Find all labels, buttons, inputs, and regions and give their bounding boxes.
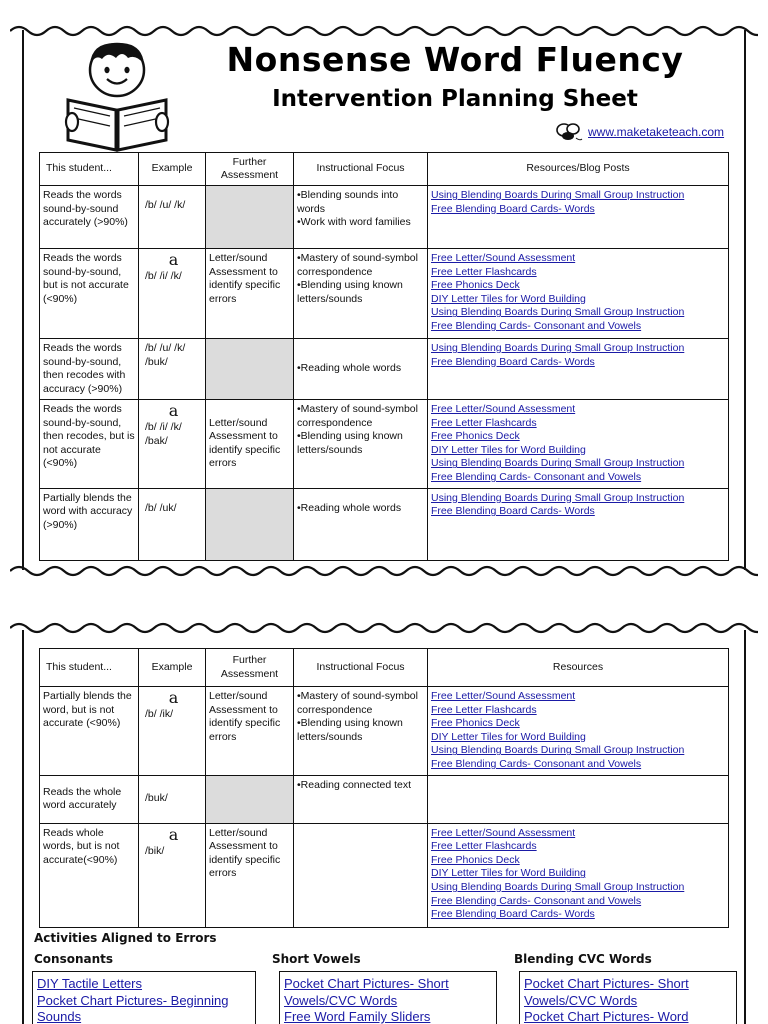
assessment-cell: Letter/sound Assessment to identify specific errors — [206, 249, 294, 339]
focus-cell: •Reading whole words — [294, 488, 428, 560]
resource-link[interactable]: Free Letter/Sound Assessment — [431, 252, 576, 264]
focus-cell: •Mastery of sound-symbol correspondence •Blending using known letters/sounds — [294, 687, 428, 776]
category-heading: Consonants — [34, 952, 114, 966]
column-header: Instructional Focus — [294, 649, 428, 687]
vowel-glyph: a — [168, 401, 179, 420]
resource-link[interactable]: Free Phonics Deck — [431, 430, 520, 443]
resource-link[interactable]: Using Blending Boards During Small Group Instruction — [431, 457, 685, 470]
vowel-glyph: a — [168, 688, 179, 707]
student-cell: Reads the words sound-by-sound, then recodes with accuracy (>90%) — [40, 339, 139, 400]
column-header: Example — [139, 153, 206, 186]
column-header: Resources/Blog Posts — [428, 153, 729, 186]
resource-link[interactable]: Free Letter Flashcards — [431, 265, 537, 278]
example-cell — [139, 687, 206, 776]
resource-link[interactable]: Using Blending Boards During Small Group Instruction — [431, 744, 685, 757]
resource-link[interactable]: Using Blending Boards During Small Group Instruction — [431, 189, 685, 201]
student-cell: Reads the words sound-by-sound accurately (>90%) — [40, 186, 139, 249]
focus-cell: •Reading whole words — [294, 339, 428, 400]
page-subtitle: Intervention Planning Sheet — [272, 86, 638, 112]
activity-box — [519, 971, 737, 1024]
column-header: This student... — [40, 649, 139, 687]
resource-link[interactable]: Free Blending Board Cards- Words — [431, 202, 595, 215]
table-row — [40, 186, 729, 249]
resource-link[interactable]: DIY Letter Tiles for Word Building — [431, 730, 586, 743]
table-row — [40, 339, 729, 400]
resource-link[interactable]: Free Letter Flashcards — [431, 416, 537, 429]
table-header-row — [40, 153, 729, 186]
page-title: Nonsense Word Fluency — [226, 40, 684, 79]
child-reading-icon — [58, 34, 176, 152]
resource-link[interactable]: DIY Letter Tiles for Word Building — [431, 867, 586, 880]
table-row — [40, 687, 729, 776]
example-cell — [139, 249, 206, 339]
example-text: /bik/ — [145, 844, 165, 857]
column-header: Further Assessment — [206, 153, 294, 186]
resource-link[interactable]: Free Letter/Sound Assessment — [431, 826, 576, 839]
assessment-cell — [206, 339, 294, 400]
example-cell — [139, 823, 206, 927]
resources-cell — [428, 339, 729, 400]
activity-box — [279, 971, 497, 1024]
resource-link[interactable]: Using Blending Boards During Small Group Instruction — [431, 491, 685, 504]
resource-link[interactable]: Free Blending Cards- Consonant and Vowels — [431, 470, 642, 483]
table-row — [40, 488, 729, 560]
example-text: /b/ /ik/ — [145, 708, 174, 720]
example-cell — [139, 400, 206, 489]
student-cell: Reads whole words, but is not accurate(<90%) — [40, 823, 139, 927]
resource-link[interactable]: Free Letter Flashcards — [431, 840, 537, 853]
website-link[interactable]: www.maketaketeach.com — [588, 125, 725, 139]
student-cell: Partially blends the word, but is not accurate (<90%) — [40, 687, 139, 776]
category-heading: Blending CVC Words — [514, 952, 652, 966]
resources-cell — [428, 687, 729, 776]
resource-link[interactable]: Free Blending Cards- Consonant and Vowels — [431, 894, 642, 907]
activity-link[interactable]: Pocket Chart Pictures- Short Vowels/CVC Words — [284, 976, 449, 1008]
resource-link[interactable]: Free Blending Cards- Consonant and Vowels — [431, 757, 642, 770]
focus-cell — [294, 823, 428, 927]
resource-link[interactable]: Free Letter/Sound Assessment — [431, 690, 576, 702]
assessment-cell: Letter/sound Assessment to identify specific errors — [206, 687, 294, 776]
resource-link[interactable]: Free Blending Board Cards- Words — [431, 355, 595, 368]
resource-link[interactable]: Free Letter/Sound Assessment — [431, 403, 576, 415]
example-cell — [139, 488, 206, 560]
column-header: This student... — [40, 153, 139, 186]
resource-link[interactable]: Free Phonics Deck — [431, 279, 520, 292]
example-text: /b/ /u/ /k/ — [145, 199, 186, 211]
table-row — [40, 249, 729, 339]
column-header: Example — [139, 649, 206, 687]
example-text: /b/ /i/ /k/ — [145, 270, 182, 282]
student-cell: Reads the words sound-by-sound, then recodes, but is not accurate (<90%) — [40, 400, 139, 489]
activity-box — [32, 971, 256, 1024]
column-header: Instructional Focus — [294, 153, 428, 186]
resource-link[interactable]: DIY Letter Tiles for Word Building — [431, 292, 586, 305]
activity-link[interactable]: Pocket Chart Pictures- Short Vowels/CVC Words — [524, 976, 689, 1008]
example-cell — [139, 186, 206, 249]
activity-link[interactable]: DIY Tactile Letters — [37, 976, 143, 991]
resources-cell — [428, 775, 729, 823]
focus-cell: •Blending sounds into words •Work with word families — [294, 186, 428, 249]
activity-link[interactable]: Free Word Family Sliders — [284, 1009, 431, 1024]
column-header: Further Assessment — [206, 649, 294, 687]
assessment-cell — [206, 775, 294, 823]
assessment-cell — [206, 186, 294, 249]
table-header-row — [40, 649, 729, 687]
resources-cell — [428, 249, 729, 339]
assessment-cell: Letter/sound Assessment to identify specific errors — [206, 823, 294, 927]
resources-cell — [428, 186, 729, 249]
focus-cell: •Reading connected text — [294, 775, 428, 823]
intervention-table-1 — [39, 152, 729, 561]
vowel-glyph: a — [168, 824, 179, 844]
resources-cell — [428, 400, 729, 489]
vowel-glyph: a — [168, 250, 179, 269]
resource-link[interactable]: DIY Letter Tiles for Word Building — [431, 443, 586, 456]
resource-link[interactable]: Using Blending Boards During Small Group Instruction — [431, 880, 685, 893]
activities-heading: Activities Aligned to Errors — [34, 931, 217, 945]
example-cell: /buk/ — [139, 775, 206, 823]
resource-link[interactable]: Using Blending Boards During Small Group Instruction — [431, 306, 685, 319]
resources-cell — [428, 488, 729, 560]
activity-link[interactable]: Pocket Chart Pictures- Word — [524, 1009, 689, 1024]
focus-cell: •Mastery of sound-symbol correspondence •Blending using known letters/sounds — [294, 400, 428, 489]
resource-link[interactable]: Free Blending Cards- Consonant and Vowels — [431, 319, 642, 332]
student-cell: Partially blends the word with accuracy (>90%) — [40, 488, 139, 560]
student-cell: Reads the words sound-by-sound, but is not accurate (<90%) — [40, 249, 139, 339]
bee-logo-icon — [554, 121, 584, 143]
intervention-table-2 — [39, 648, 729, 928]
column-header: Resources — [428, 649, 729, 687]
assessment-cell: Letter/sound Assessment to identify specific errors — [206, 400, 294, 489]
focus-cell: •Mastery of sound-symbol correspondence •Blending using known letters/sounds — [294, 249, 428, 339]
assessment-cell — [206, 488, 294, 560]
category-heading: Short Vowels — [272, 952, 361, 966]
student-cell: Reads the whole word accurately — [40, 775, 139, 823]
activity-link[interactable]: Pocket Chart Pictures- Beginning Sounds — [37, 992, 229, 1024]
resources-cell — [428, 823, 729, 927]
example-text: /b/ /uk/ — [145, 501, 177, 514]
table-row — [40, 400, 729, 489]
example-cell: /b/ /u/ /k/ /buk/ — [139, 339, 206, 400]
table-row — [40, 823, 729, 927]
resource-link[interactable]: Free Blending Board Cards- Words — [431, 908, 595, 921]
table-row — [40, 775, 729, 823]
resource-link[interactable]: Free Phonics Deck — [431, 853, 520, 866]
website-credit — [554, 121, 724, 143]
resource-link[interactable]: Using Blending Boards During Small Group Instruction — [431, 342, 685, 354]
resource-link[interactable]: Free Phonics Deck — [431, 717, 520, 730]
example-text: /b/ /i/ /k/ /bak/ — [145, 421, 182, 447]
resource-link[interactable]: Free Letter Flashcards — [431, 703, 537, 716]
resource-link[interactable]: Free Blending Board Cards- Words — [431, 505, 595, 518]
